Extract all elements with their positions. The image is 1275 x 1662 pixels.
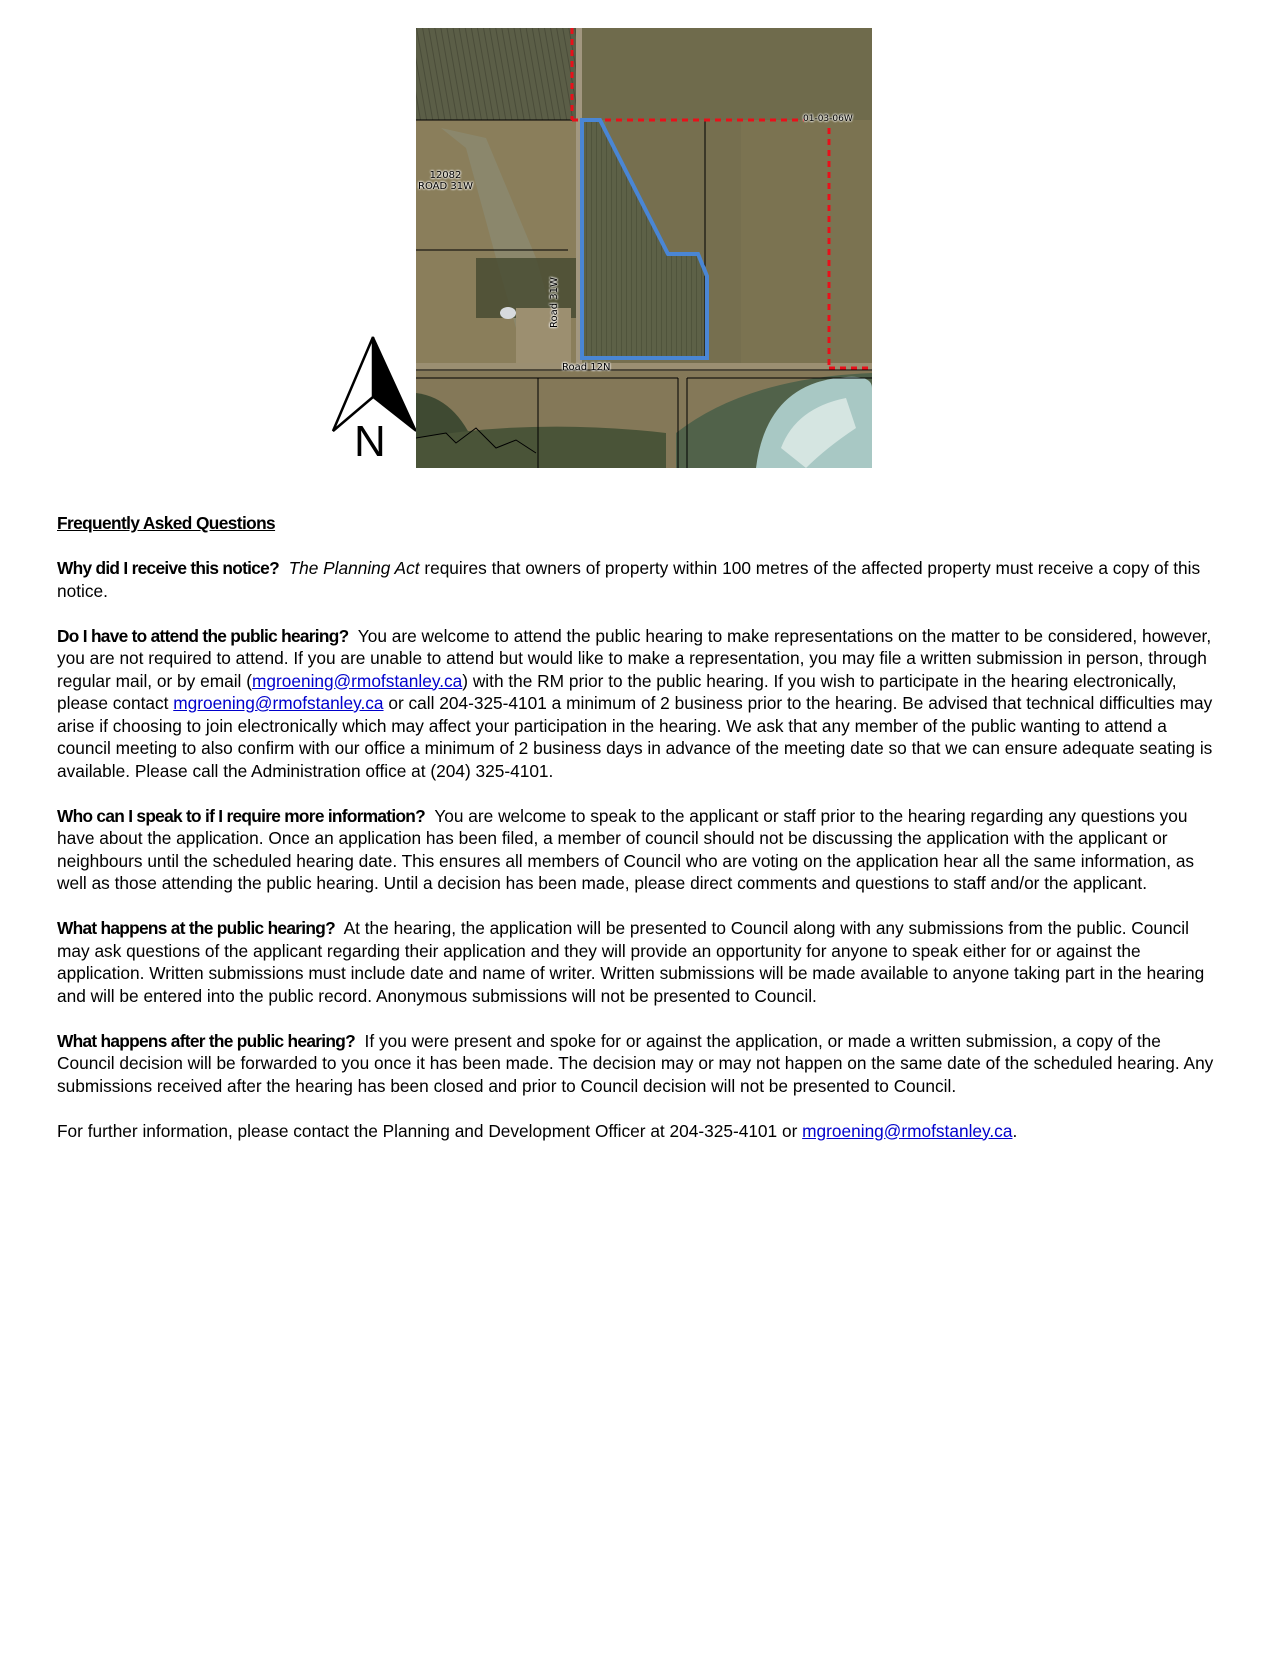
- contact-text: For further information, please contact the Planning and Development Officer at 204-325-4101 or: [57, 1120, 803, 1141]
- faq-question: Do I have to attend the public hearing?: [57, 625, 349, 646]
- faq-question: What happens at the public hearing?: [57, 918, 335, 938]
- parcel-address-road: ROAD 31W: [418, 181, 473, 192]
- road-12n-label: Road 12N: [562, 362, 611, 373]
- faq-item-after-hearing: [57, 1030, 1217, 1098]
- contact-email-link[interactable]: mgroening@rmofstanley.ca: [802, 1120, 1013, 1141]
- road-31w-label: Road 31W: [549, 277, 560, 328]
- faq-answer: You are welcome to speak to the applicant or staff prior to the hearing regarding any questions you have about the application. Once an application has been filed, a member of council should not be discussing the application with the applicant or neighbours until the scheduled hearing date. This ensures all members of Council who are voting on the application hear all the same information, as well as those attending the public hearing. Until a decision has been made, please direct comments and questions to staff and/or the applicant.: [57, 805, 1195, 893]
- section-label: 01-03-06W: [803, 114, 853, 124]
- parcel-address-number: 12082: [429, 170, 462, 181]
- faq-question: What happens after the public hearing?: [57, 1030, 355, 1051]
- faq-item-attend-hearing: [57, 625, 1217, 783]
- aerial-map: [416, 28, 872, 468]
- faq-answer: requires that owners of property within 100 metres of the affected property must receive a copy of this notice.: [57, 558, 1201, 601]
- faq-item-at-hearing: [57, 917, 1217, 1007]
- parcel-address-label: [418, 170, 473, 192]
- faq-section: [57, 512, 1217, 1165]
- contact-info: [57, 1120, 1217, 1143]
- faq-answer-part2: ) with the RM prior to the public hearing. If you wish to participate in the hearing electronically, please contact: [57, 670, 1177, 713]
- email-link[interactable]: mgroening@rmofstanley.ca: [173, 693, 384, 713]
- faq-question: Who can I speak to if I require more information?: [57, 805, 426, 826]
- north-label: N: [354, 417, 386, 466]
- faq-answer-part3: or call 204-325-4101 a minimum of 2 business prior to the hearing. Be advised that technical difficulties may arise if choosing to join electronically which may affect your participation in the hearing. We ask that any member of the public wanting to attend a council meeting to also confirm with our office a minimum of 2 business days in advance of the meeting date so that we can ensure adequate seating is available. Please call the Administration office at (204) 325-4101.: [57, 693, 1213, 781]
- faq-item-why-notice: [57, 557, 1217, 602]
- planning-act-title: The Planning Act: [288, 558, 420, 578]
- faq-answer: If you were present and spoke for or against the application, or made a written submission, a copy of the Council decision will be forwarded to you once it has been made. The decision may or may not happen on the same date of the scheduled hearing. Any submissions received after the hearing has been closed and prior to Council decision will not be presented to Council.: [57, 1030, 1214, 1096]
- faq-title: Frequently Asked Questions: [57, 513, 276, 533]
- faq-answer: At the hearing, the application will be presented to Council along with any submissions from the public. Council may ask questions of the applicant regarding their application and they will provide an opportunity for anyone to speak either for or against the application. Written submissions must include date and name of writer. Written submissions will be made available to anyone taking part in the hearing and will be entered into the public record. Anonymous submissions will not be presented to Council.: [57, 918, 1205, 1006]
- email-link[interactable]: mgroening@rmofstanley.ca: [251, 670, 463, 691]
- faq-answer-part1: You are welcome to attend the public hearing to make representations on the matter to be considered, however, you are not required to attend. If you are unable to attend but would like to make a representation, you may file a written submission in person, through regular mail, or by email (: [57, 625, 1212, 691]
- contact-suffix: .: [1012, 1120, 1018, 1141]
- faq-question: Why did I receive this notice?: [57, 558, 279, 578]
- faq-item-more-info: [57, 805, 1217, 895]
